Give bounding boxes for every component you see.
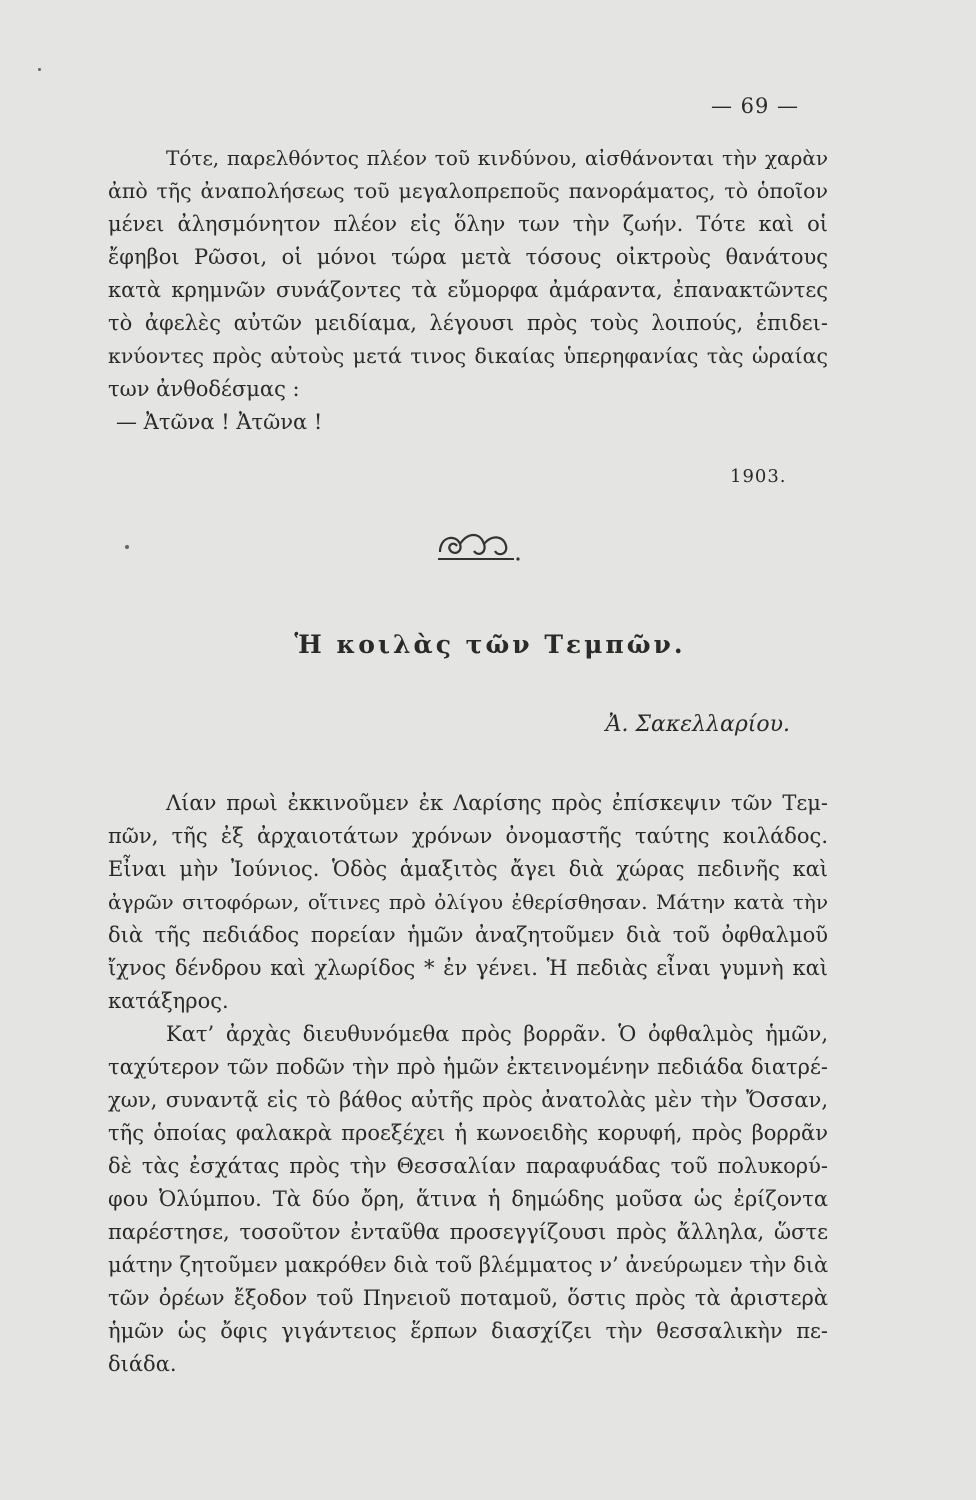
text-line: μένει ἀλησμόνητον πλέον εἰς ὅλην των τὴν ζωήν. Τότε καὶ οἱ [108,212,828,236]
text-line: φου Ὀλύμπου. Τὰ δύο ὄρη, ἅτινα ἡ δημώδης μοῦσα ὡς ἐρίζοντα [108,1187,828,1211]
paper-speck [125,545,129,549]
text-line: διάδα. [108,1352,177,1376]
text-line: ἔφηβοι Ρῶσοι, οἱ μόνοι τώρα μετὰ τόσους οἰκτροὺς θανάτους [108,245,828,269]
text-line: πῶν, τῆς ἐξ ἀρχαιοτάτων χρόνων ὀνομαστῆς ταύτης κοιλάδος. [108,824,828,848]
section-title: Ἡ κοιλὰς τῶν Τεμπῶν. [294,630,686,659]
text-line: ἀπὸ τῆς ἀναπολήσεως τοῦ μεγαλοπρεποῦς πανοράματος, τὸ ὁποῖον [108,179,828,203]
text-line: κατὰ κρημνῶν συνάζοντες τὰ εὔμορφα ἀμάραντα, ἐπανακτῶντες [108,278,828,302]
text-line: δὲ τὰς ἐσχάτας πρὸς τὴν Θεσσαλίαν παραφυάδας τοῦ πολυκορύ- [108,1154,828,1178]
paragraph-2 [108,787,828,1018]
date: 1903. [730,466,787,487]
text-line: Εἶναι μὴν Ἰούνιος. Ὁδὸς ἁμαξιτὸς ἄγει διὰ χώρας πεδινῆς καὶ [108,857,828,881]
ornament-icon [432,526,522,566]
text-line: Τότε, παρελθόντος πλέον τοῦ κινδύνου, αἰσθάνονται τὴν χαρὰν [166,146,828,170]
text-line: Λίαν πρωὶ ἐκκινοῦμεν ἐκ Λαρίσης πρὸς ἐπίσκεψιν τῶν Τεμ- [166,791,828,815]
text-line: ἡμῶν ὡς ὄφις γιγάντειος ἕρπων διασχίζει τὴν θεσσαλικὴν πε- [108,1319,828,1343]
text-line: κατάξηρος. [108,989,229,1013]
text-line: των ἀνθοδέσμας : [108,377,300,401]
text-line: τῶν ὀρέων ἔξοδον τοῦ Πηνειοῦ ποταμοῦ, ὅστις πρὸς τὰ ἀριστερὰ [108,1286,828,1310]
paper-speck [38,68,41,71]
text-line: ἴχνος δένδρου καὶ χλωρίδος * ἐν γένει. Ἡ πεδιὰς εἶναι γυμνὴ καὶ [108,956,828,980]
text-line: διὰ τῆς πεδιάδος πορείαν ἡμῶν ἀναζητοῦμεν διὰ τοῦ ὀφθαλμοῦ [108,923,828,947]
paragraph-3 [108,1018,828,1381]
text-line: κνύοντες πρὸς αὐτοὺς μετά τινος δικαίας ὑπερηφανίας τὰς ὡραίας [108,344,828,368]
page-number: — 69 — [710,94,800,118]
text-line: τὸ ἀφελὲς αὐτῶν μειδίαμα, λέγουσι πρὸς τοὺς λοιπούς, ἐπιδει- [108,311,828,335]
text-line: χων, συναντᾷ εἰς τὸ βάθος αὐτῆς πρὸς ἀνατολὰς μὲν τὴν Ὄσσαν, [108,1088,828,1112]
text-line: παρέστησε, τοσοῦτον ἐνταῦθα προσεγγίζουσι πρὸς ἄλληλα, ὥστε [108,1220,828,1244]
text-line: Κατ’ ἀρχὰς διευθυνόμεθα πρὸς βορρᾶν. Ὁ ὀφθαλμὸς ἡμῶν, [166,1022,828,1046]
text-line: ἀγρῶν σιτοφόρων, οἵτινες πρὸ ὀλίγου ἐθερίσθησαν. Μάτην κατὰ τὴν [108,890,828,914]
text-line: μάτην ζητοῦμεν μακρόθεν διὰ τοῦ βλέμματος ν’ ἀνεύρωμεν τὴν διὰ [108,1253,828,1277]
text-line: τῆς ὁποίας φαλακρὰ προεξέχει ἡ κωνοειδὴς κορυφή, πρὸς βορρᾶν [108,1121,828,1145]
text-line: — Ἀτῶνα ! Ἀτῶνα ! [116,410,323,434]
paragraph-1 [108,142,828,439]
text-line: ταχύτερον τῶν ποδῶν τὴν πρὸ ἡμῶν ἐκτεινομένην πεδιάδα διατρέ- [108,1055,828,1079]
author: Ἀ. Σακελλαρίου. [605,712,790,737]
